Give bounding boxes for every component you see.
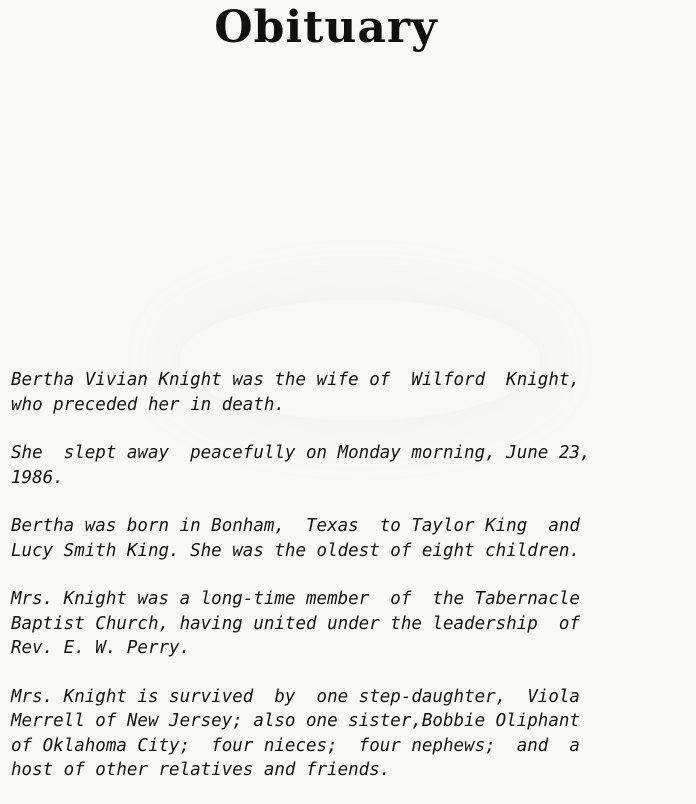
text-line: Mrs. Knight is survived by one step-daughter, Viola: [11, 686, 580, 707]
page-title: Obituary: [214, 2, 438, 53]
paragraph-passing: [11, 441, 695, 490]
text-line: Rev. E. W. Perry.: [11, 638, 191, 658]
paragraph-spouse: [11, 368, 695, 417]
text-line: Merrell of New Jersey; also one sister,Bobbie Oliphant: [11, 711, 580, 731]
paragraph-survivors: [11, 685, 695, 783]
text-line: Baptist Church, having united under the leadership of: [11, 613, 580, 634]
paragraph-church: [11, 587, 695, 661]
text-line: Bertha was born in Bonham, Texas to Taylor King and: [11, 516, 580, 536]
obituary-body: [11, 368, 695, 804]
text-line: 1986.: [11, 467, 64, 488]
text-line: who preceded her in death.: [11, 394, 285, 415]
text-line: She slept away peacefully on Monday morning, June 23,: [11, 443, 591, 463]
text-line: Mrs. Knight was a long-time member of the Tabernacle: [11, 589, 580, 609]
text-line: of Oklahoma City; four nieces; four nephews; and a: [11, 735, 580, 756]
text-line: Bertha Vivian Knight was the wife of Wilford Knight,: [11, 370, 580, 390]
text-line: host of other relatives and friends.: [11, 760, 391, 780]
text-line: Lucy Smith King. She was the oldest of eight children.: [11, 540, 580, 561]
paragraph-birth: [11, 514, 695, 563]
